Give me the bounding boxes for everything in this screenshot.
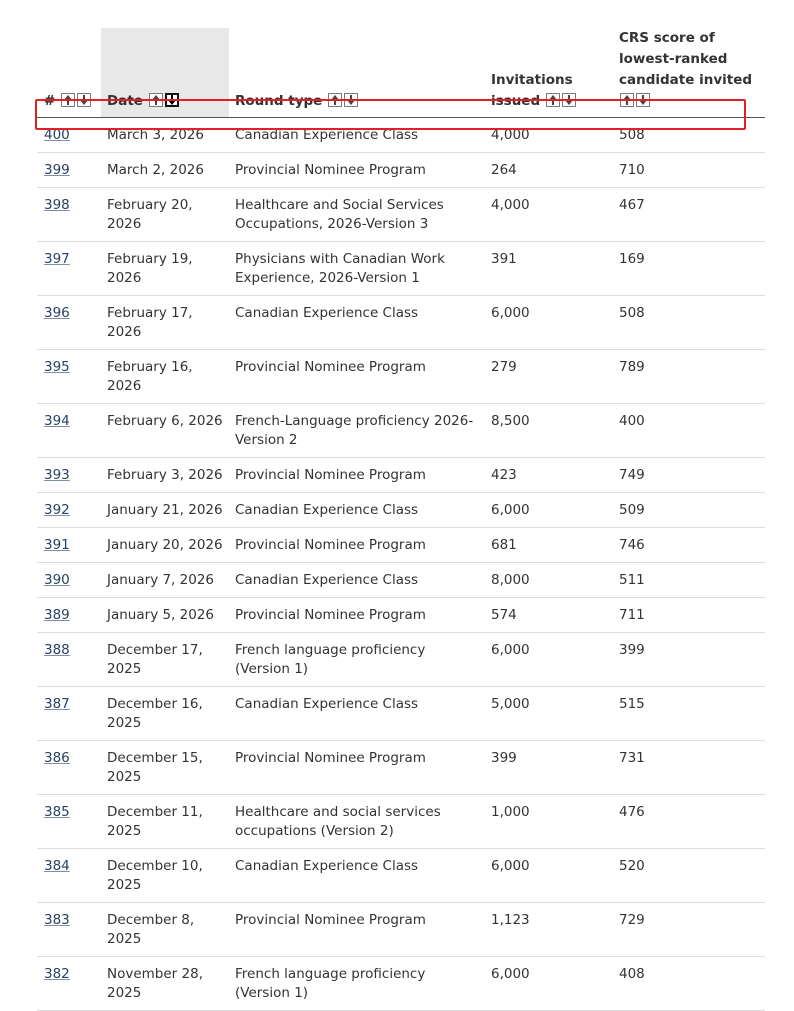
row-crs-cell: 789 — [613, 350, 765, 404]
row-invitations-cell: 391 — [485, 242, 613, 296]
row-invitations-cell: 423 — [485, 458, 613, 493]
row-crs-cell: 746 — [613, 528, 765, 563]
round-number-link[interactable]: 387 — [44, 696, 70, 712]
row-num-cell — [37, 153, 101, 188]
round-number-link[interactable]: 385 — [44, 804, 70, 820]
row-round-type-cell: French language proficiency (Version 1) — [229, 957, 485, 1011]
row-invitations-cell: 6,000 — [485, 633, 613, 687]
table-row — [37, 633, 765, 687]
sort-desc-round-type-button[interactable] — [344, 93, 358, 107]
round-number-link[interactable]: 398 — [44, 197, 70, 213]
row-num-cell — [37, 296, 101, 350]
row-num-cell — [37, 458, 101, 493]
row-crs-cell: 520 — [613, 849, 765, 903]
row-date-cell: November 28, 2025 — [101, 957, 229, 1011]
row-round-type-cell: Provincial Nominee Program — [229, 598, 485, 633]
sort-desc-invitations-button[interactable] — [562, 93, 576, 107]
table-row — [37, 957, 765, 1011]
row-num-cell — [37, 795, 101, 849]
row-num-cell — [37, 242, 101, 296]
row-crs-cell: 400 — [613, 404, 765, 458]
row-date-cell: February 19, 2026 — [101, 242, 229, 296]
row-date-cell: February 17, 2026 — [101, 296, 229, 350]
row-round-type-cell: Provincial Nominee Program — [229, 153, 485, 188]
row-num-cell — [37, 633, 101, 687]
table-row — [37, 242, 765, 296]
header-invitations-label: Invitations issued — [491, 72, 573, 109]
row-date-cell: February 16, 2026 — [101, 350, 229, 404]
row-invitations-cell: 4,000 — [485, 118, 613, 153]
header-invitations — [485, 28, 613, 118]
table-row — [37, 528, 765, 563]
row-invitations-cell: 279 — [485, 350, 613, 404]
row-invitations-cell: 1,123 — [485, 903, 613, 957]
row-date-cell: January 5, 2026 — [101, 598, 229, 633]
row-round-type-cell: Provincial Nominee Program — [229, 350, 485, 404]
row-num-cell — [37, 350, 101, 404]
round-number-link[interactable]: 382 — [44, 966, 70, 982]
row-num-cell — [37, 598, 101, 633]
row-invitations-cell: 574 — [485, 598, 613, 633]
table-row — [37, 350, 765, 404]
round-number-link[interactable]: 394 — [44, 413, 70, 429]
row-invitations-cell: 8,000 — [485, 563, 613, 598]
row-invitations-cell: 6,000 — [485, 493, 613, 528]
row-date-cell: February 20, 2026 — [101, 188, 229, 242]
row-invitations-cell: 1,000 — [485, 795, 613, 849]
table-header-row — [37, 28, 765, 118]
round-number-link[interactable]: 395 — [44, 359, 70, 375]
row-num-cell — [37, 404, 101, 458]
row-crs-cell: 467 — [613, 188, 765, 242]
header-round-type-label: Round type — [235, 93, 323, 109]
row-crs-cell: 408 — [613, 957, 765, 1011]
table-row — [37, 296, 765, 350]
row-date-cell: December 17, 2025 — [101, 633, 229, 687]
row-invitations-cell: 8,500 — [485, 404, 613, 458]
sort-desc-num-button[interactable] — [77, 93, 91, 107]
row-round-type-cell: Provincial Nominee Program — [229, 903, 485, 957]
table-row — [37, 118, 765, 153]
round-number-link[interactable]: 396 — [44, 305, 70, 321]
row-num-cell — [37, 188, 101, 242]
sort-desc-crs-button[interactable] — [636, 93, 650, 107]
row-invitations-cell: 399 — [485, 741, 613, 795]
row-date-cell: January 7, 2026 — [101, 563, 229, 598]
round-number-link[interactable]: 400 — [44, 127, 70, 143]
sort-asc-crs-button[interactable] — [620, 93, 634, 107]
table-row — [37, 563, 765, 598]
row-date-cell: December 15, 2025 — [101, 741, 229, 795]
row-invitations-cell: 6,000 — [485, 957, 613, 1011]
row-num-cell — [37, 741, 101, 795]
row-num-cell — [37, 493, 101, 528]
row-num-cell — [37, 118, 101, 153]
row-invitations-cell: 4,000 — [485, 188, 613, 242]
round-number-link[interactable]: 383 — [44, 912, 70, 928]
row-num-cell — [37, 903, 101, 957]
round-number-link[interactable]: 393 — [44, 467, 70, 483]
table-row — [37, 741, 765, 795]
row-invitations-cell: 264 — [485, 153, 613, 188]
row-invitations-cell: 6,000 — [485, 296, 613, 350]
header-round-type — [229, 28, 485, 118]
row-round-type-cell: Healthcare and Social Services Occupations, 2026-Version 3 — [229, 188, 485, 242]
row-date-cell: December 10, 2025 — [101, 849, 229, 903]
row-crs-cell: 731 — [613, 741, 765, 795]
row-round-type-cell: Canadian Experience Class — [229, 849, 485, 903]
header-date-label: Date — [107, 93, 143, 109]
round-number-link[interactable]: 397 — [44, 251, 70, 267]
round-number-link[interactable]: 392 — [44, 502, 70, 518]
row-num-cell — [37, 849, 101, 903]
round-number-link[interactable]: 384 — [44, 858, 70, 874]
header-num — [37, 28, 101, 118]
rounds-table — [37, 28, 765, 1011]
header-crs — [613, 28, 765, 118]
table-row — [37, 458, 765, 493]
table-row — [37, 903, 765, 957]
round-number-link[interactable]: 390 — [44, 572, 70, 588]
row-date-cell: January 20, 2026 — [101, 528, 229, 563]
row-num-cell — [37, 528, 101, 563]
header-date — [101, 28, 229, 118]
sort-asc-invitations-button[interactable] — [546, 93, 560, 107]
row-date-cell: February 3, 2026 — [101, 458, 229, 493]
table-row — [37, 687, 765, 741]
row-crs-cell: 749 — [613, 458, 765, 493]
sort-desc-date-button[interactable] — [165, 93, 179, 107]
row-date-cell: January 21, 2026 — [101, 493, 229, 528]
row-invitations-cell: 681 — [485, 528, 613, 563]
round-number-link[interactable]: 399 — [44, 162, 70, 178]
row-round-type-cell: French language proficiency (Version 1) — [229, 633, 485, 687]
row-round-type-cell: Canadian Experience Class — [229, 118, 485, 153]
row-crs-cell: 729 — [613, 903, 765, 957]
header-num-label: # — [44, 93, 56, 109]
row-round-type-cell: Canadian Experience Class — [229, 563, 485, 598]
header-crs-label: CRS score of lowest-ranked candidate invited — [619, 30, 753, 88]
row-date-cell: December 11, 2025 — [101, 795, 229, 849]
row-round-type-cell: Provincial Nominee Program — [229, 458, 485, 493]
table-row — [37, 404, 765, 458]
table-row — [37, 849, 765, 903]
row-crs-cell: 508 — [613, 296, 765, 350]
row-date-cell: March 2, 2026 — [101, 153, 229, 188]
table-row — [37, 153, 765, 188]
row-round-type-cell: Canadian Experience Class — [229, 296, 485, 350]
row-round-type-cell: French-Language proficiency 2026-Version 2 — [229, 404, 485, 458]
table-row — [37, 598, 765, 633]
row-date-cell: February 6, 2026 — [101, 404, 229, 458]
row-date-cell: December 16, 2025 — [101, 687, 229, 741]
row-crs-cell: 515 — [613, 687, 765, 741]
row-crs-cell: 476 — [613, 795, 765, 849]
sort-asc-num-button[interactable] — [61, 93, 75, 107]
row-crs-cell: 399 — [613, 633, 765, 687]
round-number-link[interactable]: 386 — [44, 750, 70, 766]
sort-asc-date-button[interactable] — [149, 93, 163, 107]
row-num-cell — [37, 957, 101, 1011]
row-crs-cell: 508 — [613, 118, 765, 153]
row-round-type-cell: Canadian Experience Class — [229, 687, 485, 741]
row-round-type-cell: Physicians with Canadian Work Experience, 2026-Version 1 — [229, 242, 485, 296]
round-number-link[interactable]: 389 — [44, 607, 70, 623]
table-row — [37, 188, 765, 242]
row-invitations-cell: 5,000 — [485, 687, 613, 741]
row-round-type-cell: Provincial Nominee Program — [229, 741, 485, 795]
sort-asc-round-type-button[interactable] — [328, 93, 342, 107]
row-round-type-cell: Healthcare and social services occupations (Version 2) — [229, 795, 485, 849]
row-num-cell — [37, 563, 101, 598]
row-invitations-cell: 6,000 — [485, 849, 613, 903]
round-number-link[interactable]: 391 — [44, 537, 70, 553]
table-row — [37, 493, 765, 528]
row-num-cell — [37, 687, 101, 741]
row-round-type-cell: Canadian Experience Class — [229, 493, 485, 528]
row-crs-cell: 509 — [613, 493, 765, 528]
row-date-cell: March 3, 2026 — [101, 118, 229, 153]
row-date-cell: December 8, 2025 — [101, 903, 229, 957]
round-number-link[interactable]: 388 — [44, 642, 70, 658]
row-crs-cell: 711 — [613, 598, 765, 633]
table-row — [37, 795, 765, 849]
row-crs-cell: 710 — [613, 153, 765, 188]
row-round-type-cell: Provincial Nominee Program — [229, 528, 485, 563]
row-crs-cell: 169 — [613, 242, 765, 296]
row-crs-cell: 511 — [613, 563, 765, 598]
